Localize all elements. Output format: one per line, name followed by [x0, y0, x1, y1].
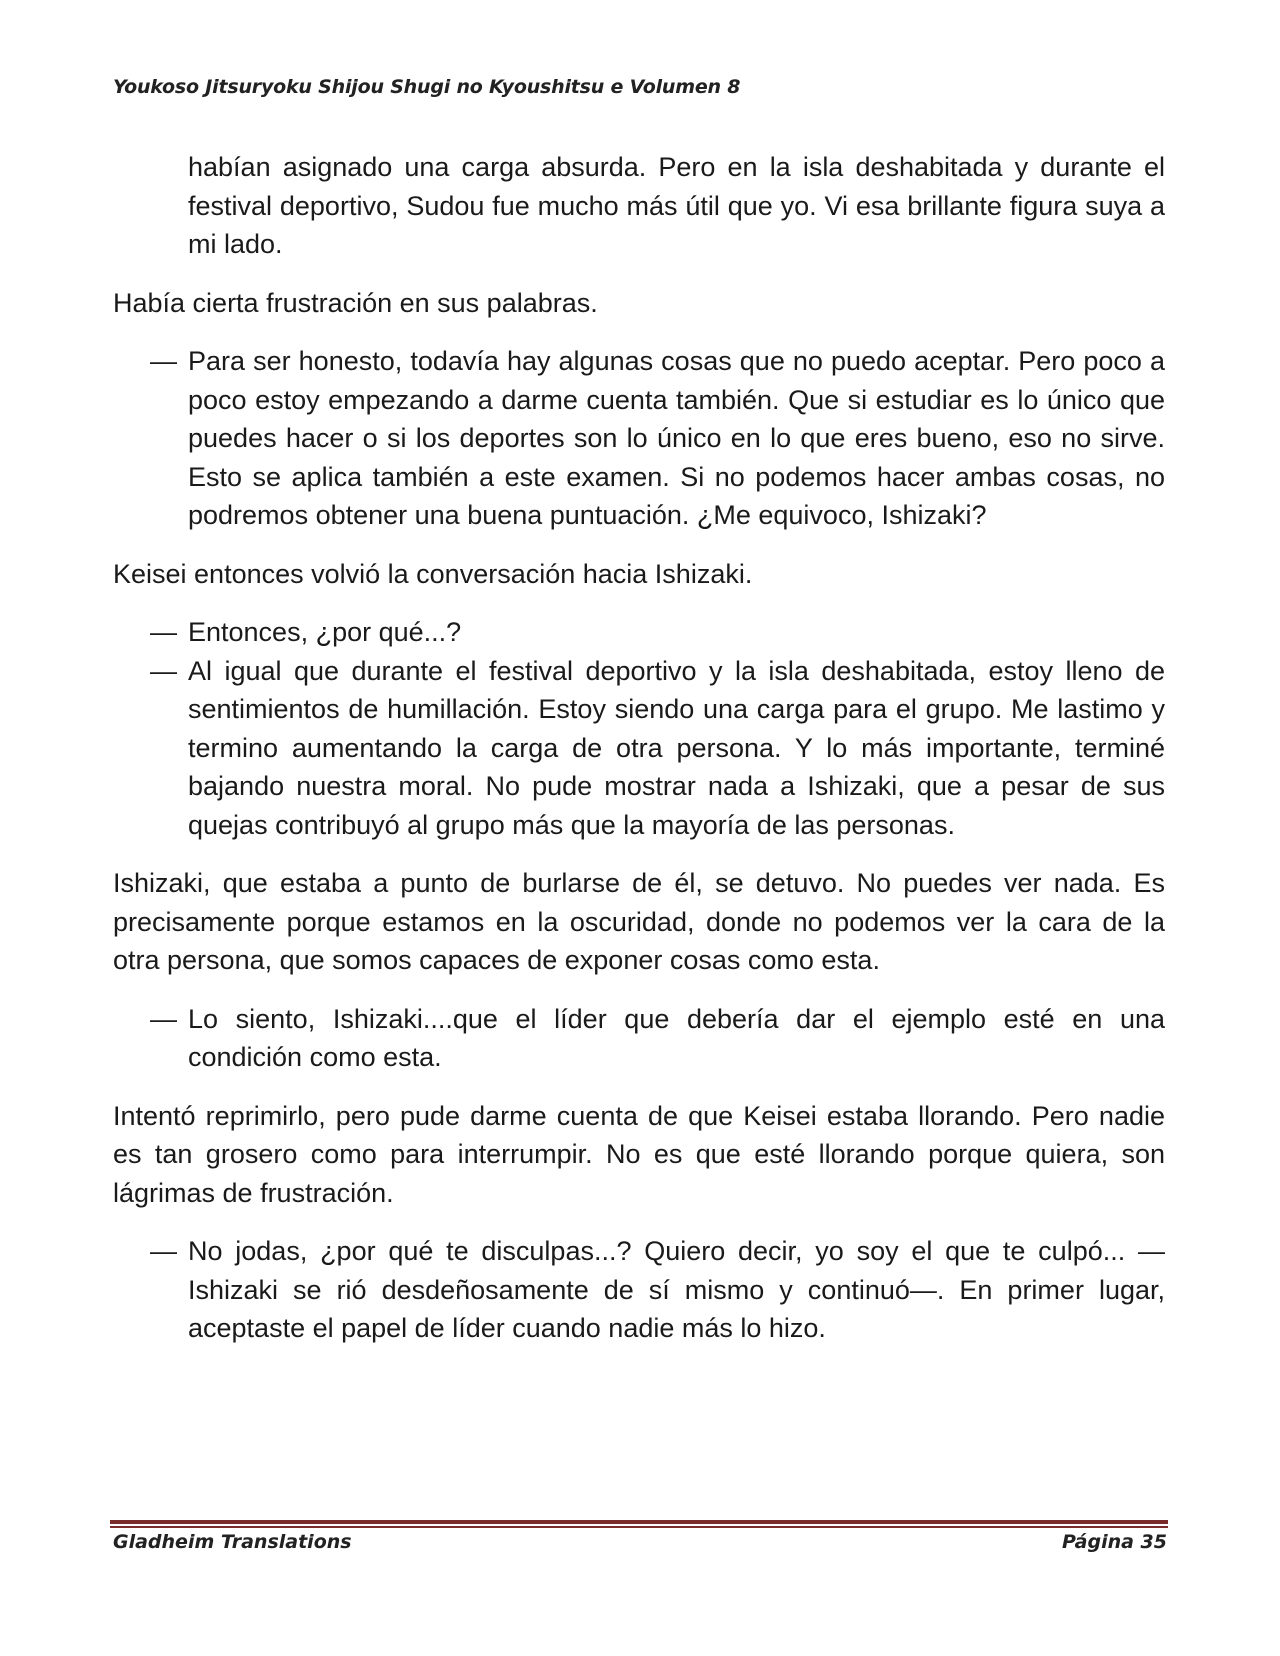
page-header-title: Youkoso Jitsuryoku Shijou Shugi no Kyoushitsu e Volumen 8 [113, 76, 741, 98]
em-dash: — [150, 1003, 177, 1034]
page-body [113, 148, 1165, 1368]
paragraph: Intentó reprimirlo, pero pude darme cuenta de que Keisei estaba llorando. Pero nadie es tan grosero como para interrumpir. No es que esté llorando porque quiera, son lágrimas de frustración. [113, 1100, 1165, 1208]
paragraph: Keisei entonces volvió la conversación hacia Ishizaki. [113, 558, 753, 589]
dialogue-text: Para ser honesto, todavía hay algunas cosas que no puedo aceptar. Pero poco a poco estoy empezando a darme cuenta también. Que si estudiar es lo único que puedes hacer o si los deportes son lo único en lo que eres bueno, eso no sirve. Esto se aplica también a este examen. Si no podemos hacer ambas cosas, no podremos obtener una buena puntuación. ¿Me equivoco, Ishizaki? [188, 346, 1165, 530]
dialogue-line [113, 342, 1165, 535]
footer-page-number: Página 35 [1061, 1531, 1167, 1553]
dialogue-block [113, 1232, 1165, 1348]
dialogue-text: Lo siento, Ishizaki....que el líder que debería dar el ejemplo esté en una condición como esta. [188, 1003, 1165, 1072]
footer-translator: Gladheim Translations [113, 1531, 352, 1553]
paragraph: habían asignado una carga absurda. Pero en la isla deshabitada y durante el festival deportivo, Sudou fue mucho más útil que yo. Vi esa brillante figura suya a mi lado. [188, 152, 1165, 259]
dialogue-text: No jodas, ¿por qué te disculpas...? Quiero decir, yo soy el que te culpó... —Ishizaki se rió desdeñosamente de sí mismo y continuó—. En primer lugar, aceptaste el papel de líder cuando nadie más lo hizo. [188, 1236, 1165, 1343]
paragraph: Ishizaki, que estaba a punto de burlarse de él, se detuvo. No puedes ver nada. Es precisamente porque estamos en la oscuridad, donde no podemos ver la cara de la otra persona, que somos capaces de exponer cosas como esta. [113, 868, 1165, 975]
dialogue-line [113, 1232, 1165, 1348]
dialogue-block [113, 1000, 1165, 1077]
dialogue-line [113, 652, 1165, 845]
dialogue-block [113, 613, 1165, 844]
dialogue-text: Entonces, ¿por qué...? [188, 617, 462, 647]
em-dash: — [150, 655, 177, 686]
em-dash: — [150, 617, 177, 647]
paragraph: Había cierta frustración en sus palabras. [113, 287, 598, 318]
em-dash: — [150, 346, 177, 376]
em-dash: — [150, 1236, 177, 1266]
dialogue-block [113, 342, 1165, 535]
dialogue-line [113, 613, 1165, 652]
footer-divider-thick [110, 1520, 1168, 1524]
footer-divider-thin [110, 1526, 1168, 1528]
dialogue-text: Al igual que durante el festival deportivo y la isla deshabitada, estoy lleno de sentimientos de humillación. Estoy siendo una carga para el grupo. Me lastimo y termino aumentando la carga de otra persona. Y lo más importante, terminé bajando nuestra moral. No pude mostrar nada a Ishizaki, que a pesar de sus quejas contribuyó al grupo más que la mayoría de las personas. [188, 655, 1165, 840]
dialogue-line [113, 1000, 1165, 1077]
